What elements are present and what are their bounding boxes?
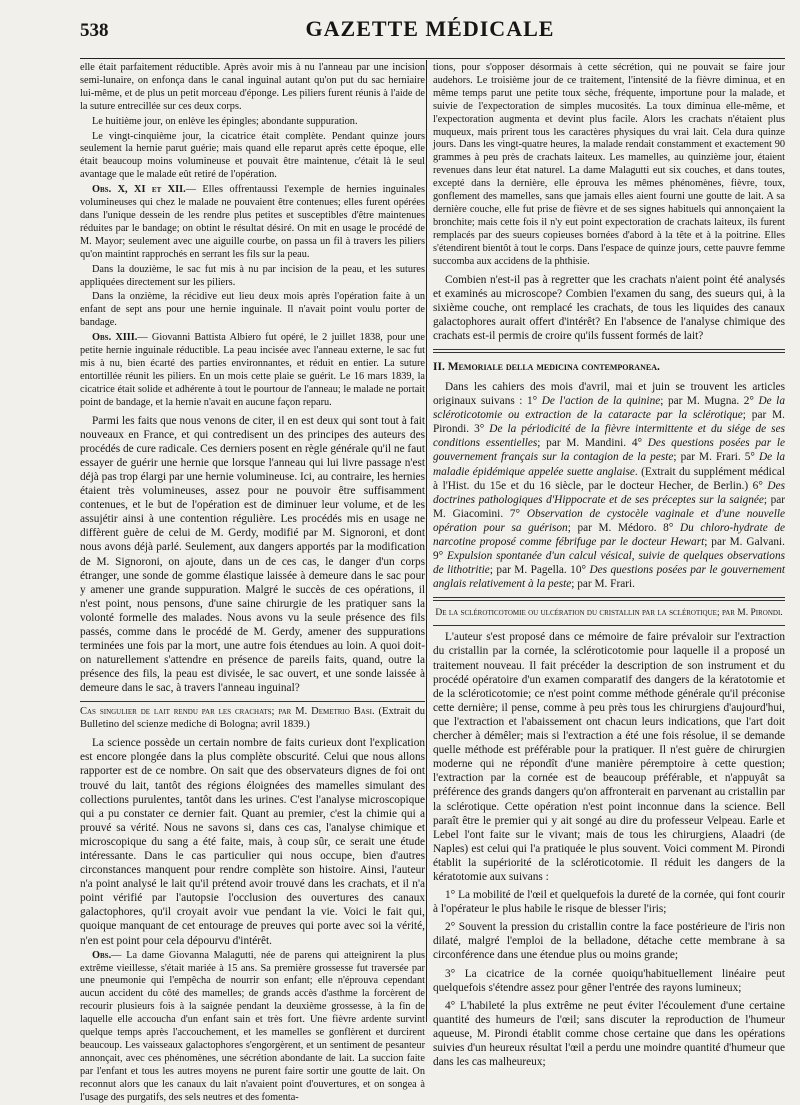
paragraph: Combien n'est-il pas à regretter que les crachats n'aient point été analysés et examinés au microscope? Combien l'examen du sang, des sueurs qui, à la sixième couche, ont remplacé les crachats, de tous les liquides des canaux galactophores aurait offert d'intérêt? En l'absence de l'analyse chimique des crachats est-il permis de croire qu'ils fussent formés de lait? bbox=[433, 273, 785, 342]
paragraph: Dans la onzième, la récidive eut lieu deux mois après l'opération faite à un enfant de sept ans pour une hernie inguinale. Il n'avait point voulu porter de bandage. bbox=[80, 291, 425, 329]
text-run: ; par M. Mandini. 4° bbox=[537, 437, 648, 450]
text-run: ; par M. Frari. bbox=[571, 578, 635, 591]
section-heading: II. Memoriale della medicina contemporanea. bbox=[433, 360, 660, 373]
text-run: ; par M. Galvani. 9° bbox=[433, 536, 785, 563]
observation-text: — La dame Giovanna Malagutti, née de parens qui atteignirent la plus extrême vieillesse, s'était mariée à 15 ans. Sa première grossesse fut traversée par une pneumonie qui l'empêcha de nourrir son enfant; elle n'éprouva cependant aucun accident du côté des mamelles; de grands accès d'asthme la forcèrent de recourir plusieurs fois à la saignée pendant la deuxième grossesse, à la fin de laquelle elle accoucha d'un enfant sain et très fort. Une fièvre ardente survint quelque temps après l'accouchement, et les mamelles se gonflèrent et durcirent beaucoup. Les vaisseaux galactophores s'engorgèrent, et un sentiment de pesanteur annonçait, avec ces phénomènes, une sécrétion abondante de lait. La succion faite par l'enfant et tous les autres moyens ne purent faire sortir une goutte de lait. On reconnut alors que les canaux du lait n'avaient point d'ouvertures, et on songea à l'usage des purgatifs, des sels neutres et des fomenta- bbox=[80, 949, 425, 1103]
article-ref: De l'action de la quinine bbox=[541, 395, 661, 408]
article-list-paragraph bbox=[433, 380, 785, 591]
observation-label: Obs. bbox=[92, 949, 112, 961]
paragraph: Dans la douzième, le sac fut mis à nu par incision de la peau, et les sutures appliquées directement sur les piliers. bbox=[80, 263, 425, 288]
paragraph: L'auteur s'est proposé dans ce mémoire de faire prévaloir sur l'extraction du cristallin par la cornée, la scléroticotomie pour laquelle il a proposé un traitement nouveau. Il fait précéder la description de son instrument et du procédé opératoire d'un examen comparatif des dangers de la kératotomie et de la scléroticotomie; ce n'est point comme méthode générale qu'il préconise cette dernière; il pense, comme à peu près tous les chirurgiens d'aujourd'hui, que l'extraction et l'abaissement ont chacun leurs indications, que l'art doit chercher à démêler; mais si l'extraction a été une fois résolue, il se demande quelle méthode est préférable pour la pratiquer. Il n'est guère de chirurgien moderne qui ne répondît d'une manière péremptoire à cette question; l'extraction par la cornée est de beaucoup préférable, et n'appuyât sa préférence des grands dangers qu'on affronterait en parvenant au cristallin par la sclérotique. Cette opération n'est point inconnue dans la science. Bell paraît être le premier qui y ait songé au dire du professeur Velpeau. Earle et Lebel l'ont faite sur le vivant; mais de tous les chirurgiens, Alaadri (de Naples) est celui qui l'a pratiquée le plus souvent. Voici comment M. Pirondi établit la supériorité de la scléroticotomie. Il réduit les dangers de la kératotomie aux suivans : bbox=[433, 631, 785, 883]
observation-paragraph bbox=[80, 184, 425, 261]
article-ref: Des questions posées par le gouvernement anglais relativement à la peste bbox=[433, 564, 785, 591]
article-ref: Observation de cystocèle vaginale et d'une nouvelle opération pour sa guérison bbox=[433, 507, 785, 534]
article-title bbox=[80, 706, 425, 732]
text-run: ; par M. Frari. 5° bbox=[673, 451, 759, 464]
article-title-main: Cas singulier de lait rendu par les crachats; par M. Demetrio Basi. bbox=[80, 706, 375, 718]
observation-paragraph bbox=[80, 332, 425, 409]
left-column bbox=[80, 62, 426, 1103]
list-item: 2° Souvent la pression du cristallin contre la face postérieure de l'iris non dilaté, malgré l'emploi de la belladone, détache cette membrane à sa circonférence dans une étendue plus ou moins grande; bbox=[433, 921, 785, 962]
right-column bbox=[433, 62, 786, 1069]
list-item: 4° L'habileté la plus extrême ne peut éviter l'écoulement d'une certaine quantité des humeurs de l'œil; sans discuter la reproduction de l'humeur aqueuse, M. Pirondi établit comme chose certaine que dans les opérations suivies d'un heureux résultat l'œil a perdu une moindre quantité d'humeur que dans les cas malheureux; bbox=[433, 999, 785, 1069]
article-subtitle: De la scléroticotomie ou ulcération du cristallin par la sclérotique; par M. Pirondi. bbox=[435, 608, 783, 619]
paragraph: Parmi les faits que nous venons de citer, il en est deux qui sont tout à fait nouveaux en France, et qui contredisent un des principes des auteurs des procédés de cure radicale. Ces derniers posent en règle générale qu'il ne faut essayer de guérir une hernie que lorsque l'anneau qui lui livre passage n'est déjà pas trop élargi par une hernie volumineuse. Ici, au contraire, les hernies étaient très volumineuses, assez pour ne pouvoir être suffisamment contenues, et le but de l'opération est de diminuer leur volume, et de les assujétir ainsi à une contention régulière. Les procédés mis en usage ne diffèrent guère de celui de M. Gerdy, modifié par M. Signoroni, et dont nous avons déjà parlé. Seulement, aux dangers apportés par la modification de M. Signoroni, on ajoute, dans un de ces cas, le danger d'un corps étranger, une sonde de gomme élastique laissée à demeure dans le sac pour y amener une grande suppuration. Malgré le succès de ces opérations, il n'est point, nous pensons, d'une saine chirurgie de les pratiquer sans la volonté formelle des malades. Nous avons vu la seule présence des fils passés, comme dans le procédé de M. Gerdy, amener des suppurations terminées une fois par la mort, une autre fois étendues au loin. A quoi doit-on naturellement s'attendre en présence de pareils faits, quand, outre la présence des fils, la peau est divisée, le sac ouvert, et une sonde laissée à demeure dans le sac, à travers l'anneau inguinal? bbox=[80, 414, 425, 695]
article-title-source: (Extrait du Bulletino del scienze mediche di Bologna; avril 1839.) bbox=[80, 706, 426, 731]
header-rule bbox=[80, 58, 785, 59]
subtitle-rule bbox=[433, 625, 785, 626]
article-separator bbox=[80, 701, 425, 702]
article-ref: Des doctrines pathologiques d'Hippocrate et de ses préceptes sur la saignée bbox=[433, 479, 785, 506]
paragraph: elle était parfaitement réductible. Après avoir mis à nu l'anneau par une incision semi-lunaire, on enfonça dans le canal inguinal autant qu'on put du sac herniaire lui-même, et de plus un petit morceau d'éponge. Les piliers furent réunis à l'aide de la suture entrecillée sur ces deux corps. bbox=[80, 62, 425, 112]
page-number: 538 bbox=[80, 20, 109, 41]
article-ref: De la scléroticotomie ou extraction de la cataracte par la sclérotique bbox=[433, 395, 785, 422]
article-ref: De la périodicité de la fièvre intermittente et du siége de ses conditions essentielles bbox=[433, 423, 785, 450]
observation-paragraph bbox=[80, 950, 425, 1105]
paragraph: tions, pour s'opposer désormais à cette sécrétion, qui ne pouvait se faire jour audehors. Le troisième jour de ce traitement, l'intensité de la fièvre diminua, et en même temps parut une petite toux sèche, fréquente, importune pour la malade, et suivie de l'expectoration de simples mucosités. La toux diminua elle-même, et l'expectoration augmenta et devint plus facile. Alors les crachats n'étaient plus muqueux, mais prirent tous les caractères physiques du vrai lait. Cela dura quinze jours. Dans les vingt-quatre heures, la malade rendait constamment et exactement 90 grammes à peu près de crachats laiteux. Les mamelles, au quinzième jour, étaient revenues dans leur état naturel. La dame Malagutti eut six couches, et dans toutes, excepté dans la dernière, elle éprouva les mêmes phénomènes, fièvre, toux, gonflement des mamelles, sans que jamais elles aient fourni une goutte de lait. A sa dernière couche, elle fut prise de fièvre et de ses signes habituels qui annonçaient la bronchite; mais cette fois il n'y eut point expectoration de crachats laiteux, ils furent remplacés par des sueurs copieuses bornées d'abord à la tête et à la poitrine. Elles s'étendirent bientôt à tout le corps. Dans l'espace de quinze jours, cette pauvre femme succomba aux accidens de la phthisie. bbox=[433, 62, 785, 267]
text-run: ; par M. Pagella. 10° bbox=[489, 564, 590, 577]
article-ref: Des questions posées par le gouvernement français sur la contagion de la peste bbox=[433, 437, 785, 464]
article-ref: Expulsion spontanée d'un calcul vésical, suivie de quelques observations de lithotritie bbox=[433, 550, 785, 577]
list-item: 3° La cicatrice de la cornée quoiqu'habituellement linéaire peut quelquefois s'étendre assez pour gêner l'entrée des rayons lumineux; bbox=[433, 967, 785, 994]
text-run: . (Extrait du supplément médical à l'Hist. du 15e et du 16 siècle, par le docteur Hecher, de Berlin.) 6° bbox=[433, 465, 785, 492]
article-ref: De la maladie épidémique appelée suette anglaise bbox=[433, 451, 785, 478]
paragraph: Le huitième jour, on enlève les épingles; abondante suppuration. bbox=[92, 115, 358, 127]
observation-text: — Elles offrentaussi l'exemple de hernies inguinales volumineuses qui chez le malade ne pouvaient être contenues; elles furent opérées dans l'unique dessein de les rendre plus petites et susceptibles d'être maintenues réduites par le bandage; on obtint le résultat désiré. On mit en usage le procédé de M. Mayor; seulement avec une aiguille courbe, on passa un fil à travers les piliers qu'on maintint rapprochés en serrant les fils sur la peau. bbox=[80, 184, 425, 260]
journal-title: GAZETTE MÉDICALE bbox=[305, 16, 555, 41]
paragraph: Le vingt-cinquième jour, la cicatrice était complète. Pendant quinze jours seulement la hernie parut guérie; mais quand elle reparut après cette époque, elle était beaucoup moins volumineuse et pouvait être maintenue, c'était là le seul avantage que le malade eût retiré de l'opération. bbox=[80, 130, 425, 181]
text-run: ; par M. Pirondi. 3° bbox=[433, 409, 785, 436]
article-ref: Du chloro-hydrate de narcotine proposé comme fébrifuge par le docteur Hewart bbox=[433, 521, 786, 548]
observation-label: Obs. XIII. bbox=[92, 332, 138, 344]
article-separator bbox=[433, 597, 785, 601]
page-header bbox=[80, 14, 780, 48]
observation-text: — Giovanni Battista Albiero fut opéré, le 2 juillet 1838, pour une petite hernie inguinale réductible. La peau incisée avec l'anneau externe, le sac fut mis à nu, bien écarté des parties environnantes, et réduit en entier. La suture entortillée réunit les piliers. En un mois cette plaie se guérit. Le 16 mars 1839, la cicatrice était solide et adhérente à tout le pourtour de l'anneau; le malade ne portait point de bandage, et la hernie n'avait en aucune façon reparu. bbox=[80, 332, 425, 408]
list-item: 1° La mobilité de l'œil et quelquefois la dureté de la cornée, qui font courir à l'opérateur le plus habile le risque de blesser l'iris; bbox=[433, 889, 785, 916]
text-run: ; par M. Médoro. 8° bbox=[567, 521, 680, 534]
paragraph: La science possède un certain nombre de faits curieux dont l'explication est encore plongée dans la plus complète obscurité. Celui que nous allons rapporter est de ce nombre. On sait que des observateurs dignes de foi ont trouvé du lait, tantôt des régions éloignées des mamelles simulant des collections purulentes, tantôt dans les urines. C'est l'analyse microscopique qui a pu constater ce dernier fait. Quant au premier, c'est la chimie qui a prouvé sa vérité. Nous ne savons si, dans ces cas, l'analyse chimique et microscopique du sang a été faite, mais, à coup sûr, ce serait une étude intéressante. Dans le cas particulier qui nous occupe, bien d'autres circonstances manquent pour rendre complète son histoire. Ainsi, l'auteur n'a point analysé le lait qu'il prétend avoir trouvé dans les crachats, et il n'a point vérifié par l'autopsie l'occlusion des ouvertures des canaux galactophores, qu'il croyait avoir vue pendant la vie. Voici le fait qui, quoique manquant de cet entourage de preuves qui porte avec soi la vérité, n'en est point pour cela dépourvu d'intérêt. bbox=[80, 737, 425, 947]
text-run: ; par M. Giacomini. 7° bbox=[433, 493, 786, 520]
text-run: Dans les cahiers des mois d'avril, mai et juin se trouvent les articles originaux suivans : 1° bbox=[433, 380, 785, 408]
column-divider bbox=[426, 60, 427, 1022]
observation-label: Obs. X, XI et XII. bbox=[92, 184, 186, 196]
text-run: ; par M. Mugna. 2° bbox=[660, 395, 759, 408]
section-separator bbox=[433, 349, 785, 353]
